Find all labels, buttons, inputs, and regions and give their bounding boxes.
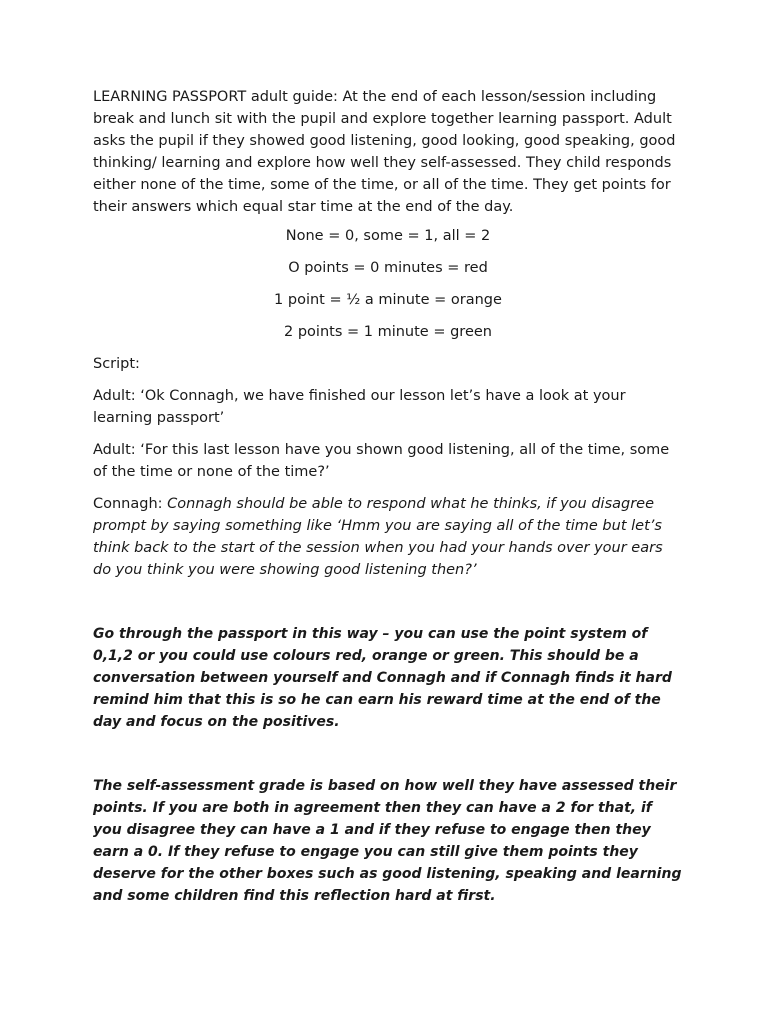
scoring-line-4: 2 points = 1 minute = green bbox=[284, 324, 492, 340]
connagh-speaker: Connagh: bbox=[93, 496, 168, 512]
script-label: Script: bbox=[93, 356, 140, 372]
guidance-paragraph-2: The self-assessment grade is based on how well they have assessed their points. If you are both in agreement then they can have a 2 for that, if you disagree they can have a 1 and if they refuse to engage then they earn a 0. If they refuse to engage you can still give them points they deserve for the other boxes such as good listening, speaking and learning and some children find this reflection hard at first. bbox=[93, 778, 682, 904]
intro-paragraph: LEARNING PASSPORT adult guide: At the end of each lesson/session including break and lunch sit with the pupil and explore together learning passport. Adult asks the pupil if they showed good listening, good looking, good speaking, good thinking/ learning and explore how well they self-assessed. They child responds either none of the time, some of the time, or all of the time. They get points for their answers which equal star time at the end of the day. bbox=[93, 89, 676, 215]
adult-line-1: Adult: ‘Ok Connagh, we have finished our lesson let’s have a look at your learning passport’ bbox=[93, 388, 626, 426]
guidance-paragraph-1: Go through the passport in this way – you can use the point system of 0,1,2 or you could use colours red, orange or green. This should be a conversation between yourself and Connagh and if Connagh finds it hard remind him that this is so he can earn his reward time at the end of the day and focus on the positives. bbox=[93, 626, 672, 730]
document-page bbox=[93, 86, 683, 907]
connagh-line bbox=[93, 493, 683, 581]
adult-line-2: Adult: ‘For this last lesson have you shown good listening, all of the time, some of the time or none of the time?’ bbox=[93, 442, 670, 480]
scoring-line-1: None = 0, some = 1, all = 2 bbox=[285, 228, 491, 244]
scoring-line-2: O points = 0 minutes = red bbox=[288, 260, 488, 276]
connagh-guidance: Connagh should be able to respond what he thinks, if you disagree prompt by saying something like ‘Hmm you are saying all of the time but let’s think back to the start of the session when you had your hands over your ears do you think you were showing good listening then?’ bbox=[93, 496, 663, 578]
scoring-line-3: 1 point = ½ a minute = orange bbox=[274, 292, 502, 308]
